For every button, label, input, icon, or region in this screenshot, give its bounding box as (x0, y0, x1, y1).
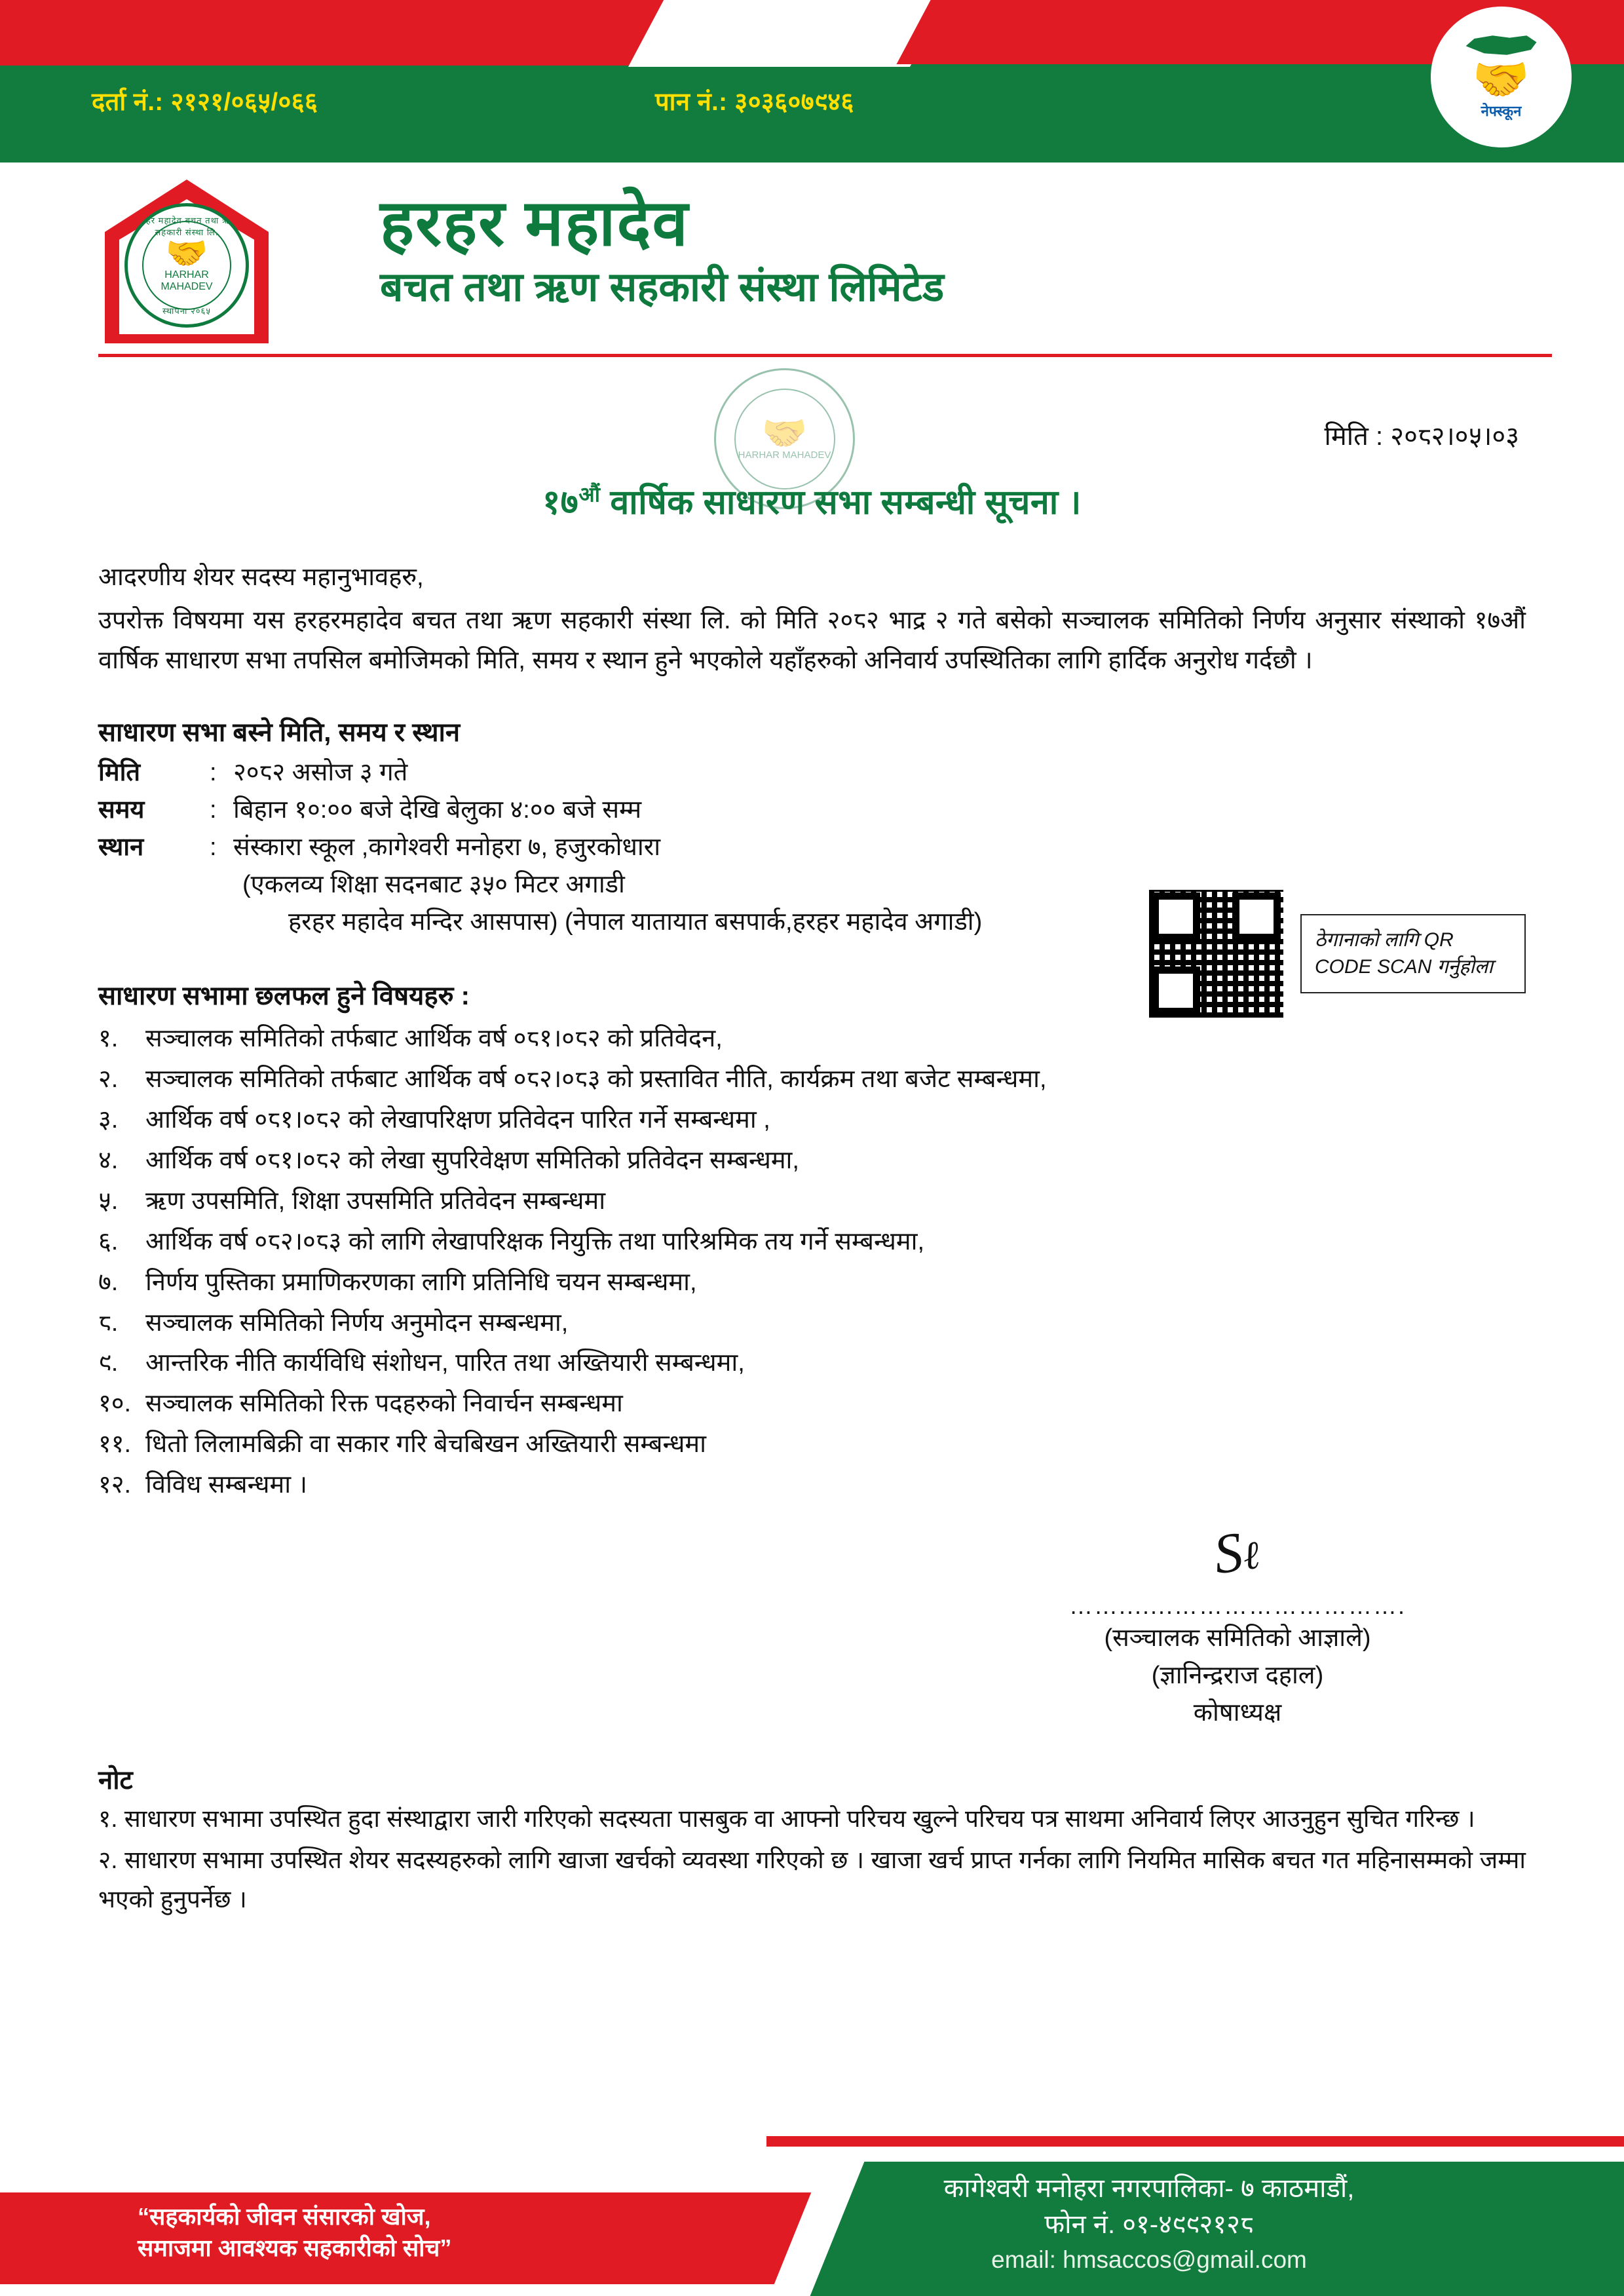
meeting-date-value: २०८२ असोज ३ गते (233, 758, 408, 786)
header-red-left-shape (0, 0, 708, 66)
signatory-post: कोषाध्यक्ष (1193, 1699, 1282, 1727)
agenda-item-text: आर्थिक वर्ष ०८१।०८२ को लेखा सुपरिवेक्षण समितिको प्रतिवेदन सम्बन्धमा, (145, 1146, 799, 1174)
agenda-item-number: १. (98, 1024, 119, 1052)
meeting-date-colon: : (210, 758, 217, 786)
organization-header (0, 163, 1624, 379)
meeting-venue-label: स्थान (98, 833, 144, 861)
signature-authority: (सञ्चालक समितिको आज्ञाले) (1104, 1624, 1371, 1653)
meeting-venue-line2: (एकलव्य शिक्षा सदनबाट ३५० मिटर अगाडी (242, 870, 625, 898)
footer-phone: फोन नं. ०१-४९९२१२८ (1044, 2210, 1254, 2239)
agenda-item-text: आन्तरिक नीति कार्यविधि संशोधन, पारित तथा अख्तियारी सम्बन्धमा, (145, 1349, 745, 1377)
agenda-item-number: ११. (98, 1430, 132, 1459)
note-item: २. साधारण सभामा उपस्थित शेयर सदस्यहरुको लागि खाजा खर्चको व्यवस्था गरिएको छ । खाजा खर्च प्राप्त गर्नका लागि नियमित मासिक बचत गत महिनासम्मको जम्मा भएको हुनुपर्नेछ । (98, 1846, 1526, 1913)
agenda-item (98, 1303, 1526, 1344)
agenda-item (98, 1343, 1526, 1384)
agenda-heading: साधारण सभामा छलफल हुने विषयहरु : (98, 981, 470, 1010)
signature-dotted-line: …….......………………………. (1068, 1592, 1406, 1620)
qr-corner-marker (1152, 966, 1200, 1015)
organization-name: हरहर महादेव (380, 187, 690, 259)
registration-number: दर्ता नं.: २१२१/०६५/०६६ (92, 88, 318, 116)
qr-section (1149, 890, 1526, 1018)
agenda-item-text: सञ्चालक समितिको रिक्त पदहरुको निवार्चन सम्बन्धमा (145, 1390, 623, 1418)
handshake-icon: 🤝 (1472, 53, 1530, 105)
handwritten-signature: Sℓ (1209, 1520, 1262, 1586)
agenda-item (98, 1141, 1526, 1181)
agenda-item-text: आर्थिक वर्ष ०८१।०८२ को लेखापरिक्षण प्रतिवेदन पारित गर्ने सम्बन्धमा , (145, 1105, 770, 1134)
agenda-item-text: धितो लिलामबिक्री वा सकार गरि बेचबिखन अख्तियारी सम्बन्धमा (145, 1430, 706, 1459)
notice-title-rest: वार्षिक साधारण सभा सम्बन्धी सूचना । (600, 484, 1082, 522)
meeting-time-label: समय (98, 795, 145, 824)
organization-subtitle: बचत तथा ऋण सहकारी संस्था लिमिटेड (380, 264, 945, 310)
footer-contact (772, 2171, 1526, 2276)
agenda-item-number: १२. (98, 1471, 132, 1499)
agenda-item-text: सञ्चालक समितिको तर्फबाट आर्थिक वर्ष ०८१।०८२ को प्रतिवेदन, (145, 1024, 723, 1052)
agenda-item-text: आर्थिक वर्ष ०८२।०८३ को लागि लेखापरिक्षक नियुक्ति तथा पारिश्रमिक तय गर्ने सम्बन्धमा, (145, 1227, 925, 1255)
agenda-item-number: १०. (98, 1390, 132, 1418)
meeting-section-heading: साधारण सभा बस्ने मिति, समय र स्थान (98, 718, 461, 747)
notes-heading: नोट (98, 1766, 133, 1795)
agenda-item (98, 1019, 1526, 1060)
header-banner (0, 0, 1624, 163)
meeting-venue-line3: हरहर महादेव मन्दिर आसपास) (नेपाल यातायात बसपार्क,हरहर महादेव अगाडी) (288, 908, 983, 936)
agenda-item-number: ४. (98, 1146, 119, 1174)
agenda-item-text: सञ्चालक समितिको निर्णय अनुमोदन सम्बन्धमा, (145, 1309, 569, 1337)
agenda-item (98, 1263, 1526, 1303)
stamp-center-text: HARHAR MAHADEV (738, 449, 831, 461)
qr-caption: ठेगानाको लागि QR CODE SCAN गर्नुहोला (1300, 914, 1526, 993)
footer-banner (0, 2132, 1624, 2296)
header-divider (98, 354, 1552, 357)
agenda-list (98, 1019, 1526, 1506)
office-stamp-inner (734, 389, 835, 489)
qr-code-image[interactable] (1149, 890, 1283, 1018)
agenda-item-text: निर्णय पुस्तिका प्रमाणिकरणका लागि प्रतिनिधि चयन सम्बन्धमा, (145, 1268, 697, 1296)
meeting-detail-row (98, 829, 1526, 866)
agenda-item-number: ८. (98, 1309, 119, 1337)
agenda-item-number: ३. (98, 1105, 119, 1134)
agenda-item-text: ऋण उपसमिति, शिक्षा उपसमिति प्रतिवेदन सम्बन्धमा (145, 1187, 606, 1215)
document-date: मिति : २०८२।०५।०३ (1324, 422, 1519, 451)
footer-email[interactable]: email: hmsaccos@gmail.com (991, 2246, 1307, 2273)
agenda-item (98, 1181, 1526, 1222)
seal-ring-top-text: हरहर महादेव बचत तथा ऋण सहकारी संस्था लि. (136, 216, 237, 237)
agenda-item (98, 1425, 1526, 1465)
note-item: १. साधारण सभामा उपस्थित हुदा संस्थाद्वारा जारी गरिएको सदस्यता पासबुक वा आफ्नो परिचय खुल्ने परिचय पत्र साथमा अनिवार्य लिएर आउनुहुन सुचित गरिन्छ । (98, 1805, 1475, 1833)
document-body (0, 379, 1624, 1919)
agenda-item-text: सञ्चालक समितिको तर्फबाट आर्थिक वर्ष ०८२।०८३ को प्रस्तावित नीति, कार्यक्रम तथा बजेट सम्बन्धमा, (145, 1065, 1047, 1093)
footer-slogan (138, 2201, 451, 2265)
meeting-time-value: बिहान १०:०० बजे देखि बेलुका ४:०० बजे सम्म (233, 795, 642, 824)
footer-slogan-line2: समाजमा आवश्यक सहकारीको सोच” (138, 2234, 452, 2262)
nefscun-logo-inner (1441, 16, 1562, 138)
meeting-venue-colon: : (210, 833, 217, 861)
organization-logo (98, 180, 275, 353)
office-stamp-watermark (714, 368, 855, 509)
intro-paragraph: उपरोक्त विषयमा यस हरहरमहादेव बचत तथा ऋण सहकारी संस्था लि. को मिति २०८२ भाद्र २ गते बसेको सञ्चालक समितिको निर्णय अनुसार संस्थाको १७औं वार्षिक साधारण सभा तपसिल बमोजिमको मिति, समय र स्थान हुने भएकोले यहाँहरुको अनिवार्य उपस्थितिका लागि हार्दिक अनुरोध गर्दछौ । (98, 606, 1526, 675)
agenda-item (98, 1222, 1526, 1263)
seal-hands-icon: 🤝 (165, 235, 208, 273)
pan-number: पान नं.: ३०३६०७९४६ (655, 88, 854, 116)
agenda-item (98, 1060, 1526, 1100)
meeting-detail-row (98, 792, 1526, 829)
seal-ring-bottom-text: स्थापना २०६५ (162, 306, 212, 316)
agenda-item-number: २. (98, 1065, 119, 1093)
signatory-name: (ज्ञानिन्द्रराज दहाल) (1151, 1662, 1324, 1690)
footer-slogan-line1: “सहकार्यको जीवन संसारको खोज, (138, 2202, 431, 2230)
salutation: आदरणीय शेयर सदस्य महानुभावहरु, (98, 564, 424, 591)
agenda-item-number: ६. (98, 1227, 119, 1255)
agenda-item (98, 1465, 1526, 1506)
agenda-item-text: विविध सम्बन्धमा । (145, 1471, 308, 1499)
notice-number: १७ (542, 484, 579, 522)
meeting-time-colon: : (210, 795, 217, 824)
agenda-item-number: ५. (98, 1187, 119, 1215)
agenda-item (98, 1100, 1526, 1141)
meeting-date-label: मिति (98, 758, 141, 786)
organization-names (380, 174, 1552, 312)
footer-red-top-stripe (766, 2136, 1624, 2147)
seal-core-text: HARHAR MAHADEV (161, 269, 213, 292)
footer-address: कागेश्वरी मनोहरा नगरपालिका- ७ काठमाडौं, (943, 2173, 1355, 2203)
nefscun-logo (1431, 7, 1572, 147)
meeting-detail-row (98, 754, 1526, 792)
agenda-item-number: ७. (98, 1268, 119, 1296)
notice-ordinal-suffix: औं (578, 482, 601, 507)
nepal-map-icon (1466, 34, 1537, 56)
agenda-item (98, 1384, 1526, 1425)
meeting-venue-value: संस्कारा स्कूल ,कागेश्वरी मनोहरा ७, हजुरकोधारा (233, 833, 661, 861)
stamp-hands-icon: 🤝 (761, 411, 808, 453)
signature-block (989, 1520, 1486, 1732)
nefscun-label: नेफ्स्कून (1481, 102, 1522, 119)
agenda-item-number: ९. (98, 1349, 119, 1377)
organization-seal-icon (124, 203, 249, 328)
